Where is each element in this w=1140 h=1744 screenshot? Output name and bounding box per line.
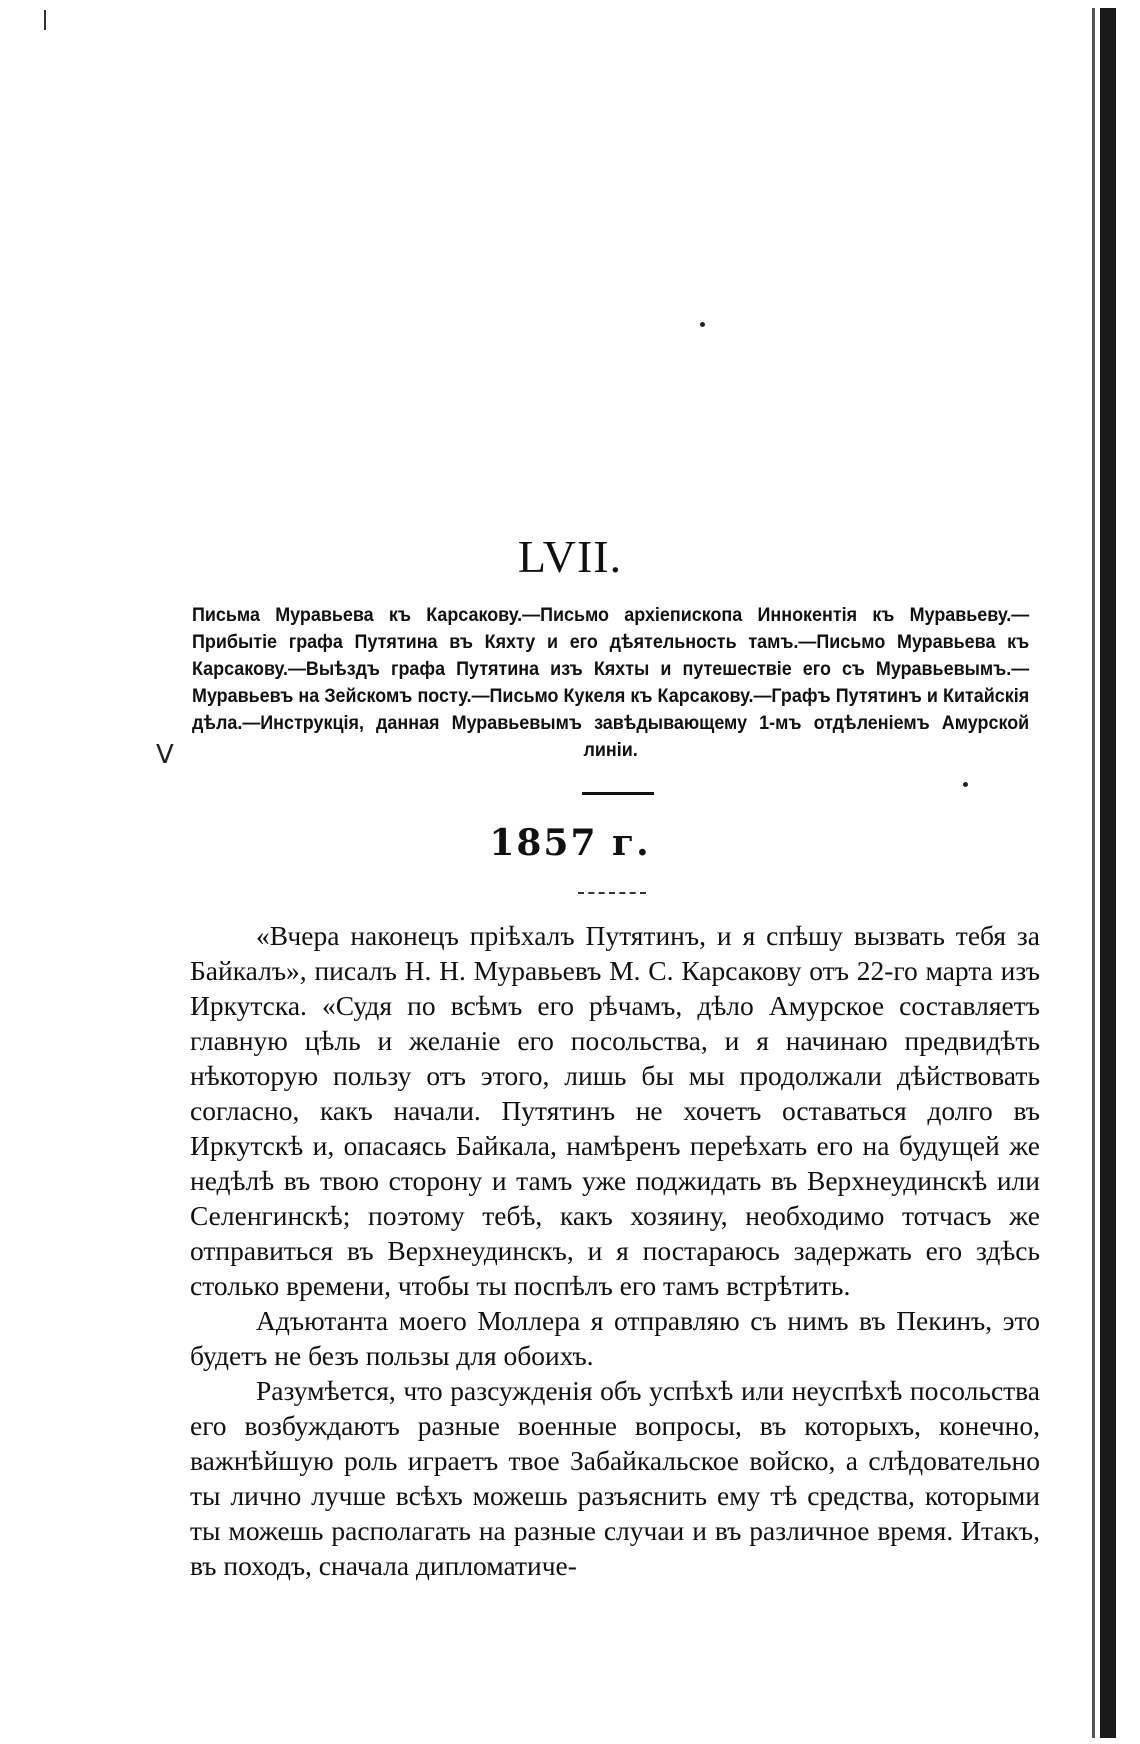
separator-dashed xyxy=(578,892,646,894)
chapter-summary: Письма Муравьева къ Карсакову.—Письмо архіепископа Иннокентія къ Муравьеву.—Прибытіе графа Путятина въ Кяхту и его дѣятельность тамъ.—Письмо Муравьева къ Карсакову.—Выѣздъ графа Путятина изъ Кяхты и путешествіе его съ Муравьевымъ.—Муравьевъ на Зейскомъ посту.—Письмо Кукеля къ Карсакову.—Графъ Путятинъ и Китайскія дѣла.—Инструкція, данная Муравьевымъ завѣдывающему 1-мъ отдѣленіемъ Амурской линіи. xyxy=(192,604,1030,761)
scan-edge-line xyxy=(1092,8,1095,1738)
separator-rule xyxy=(582,792,654,795)
margin-checkmark: V xyxy=(156,740,174,770)
paragraph: Адъютанта моего Моллера я отправляю съ нимъ въ Пекинъ, это будетъ не безъ пользы для обоихъ. xyxy=(190,1305,1040,1371)
paragraph: Разумѣется, что разсужденія объ успѣхѣ или неуспѣхѣ посольства его возбуждаютъ разные военные вопросы, въ которыхъ, конечно, важнѣйшую роль играетъ твое Забайкальское войско, а слѣдовательно ты лично лучше всѣхъ можешь разъяснить ему тѣ средства, которыми ты можешь располагать на разные случаи и въ различное время. Итакъ, въ походъ, сначала дипломатиче- xyxy=(190,1375,1040,1581)
paragraph: «Вчера наконецъ пріѣхалъ Путятинъ, и я спѣшу вызвать тебя за Байкалъ», писалъ Н. Н. Муравьевъ М. С. Карсакову отъ 22-го марта изъ Иркутска. «Судя по всѣмъ его рѣчамъ, дѣло Амурское составляетъ главную цѣль и желаніе его посольства, и я начинаю предвидѣть нѣкоторую пользу отъ этого, лишь бы мы продолжали дѣйствовать согласно, какъ начали. Путятинъ не хочетъ оставаться долго въ Иркутскѣ и, опасаясь Байкала, намѣренъ переѣхать его на будущей же недѣлѣ въ твою сторону и тамъ уже поджидать въ Верхнеудинскѣ или Селенгинскѣ; поэтому тебѣ, какъ хозяину, необходимо тотчасъ же отправиться въ Верхнеудинскъ, и я постараюсь задержать его здѣсь столько времени, чтобы ты поспѣлъ его тамъ встрѣтить. xyxy=(190,920,1040,1301)
speck xyxy=(963,782,968,787)
year-heading: 1857 г. xyxy=(489,822,651,864)
scan-artifact-left xyxy=(44,10,46,30)
speck xyxy=(700,322,705,327)
chapter-number: LVII. xyxy=(517,531,623,582)
scan-edge-shadow xyxy=(1100,8,1116,1738)
body-text xyxy=(190,918,1040,1583)
